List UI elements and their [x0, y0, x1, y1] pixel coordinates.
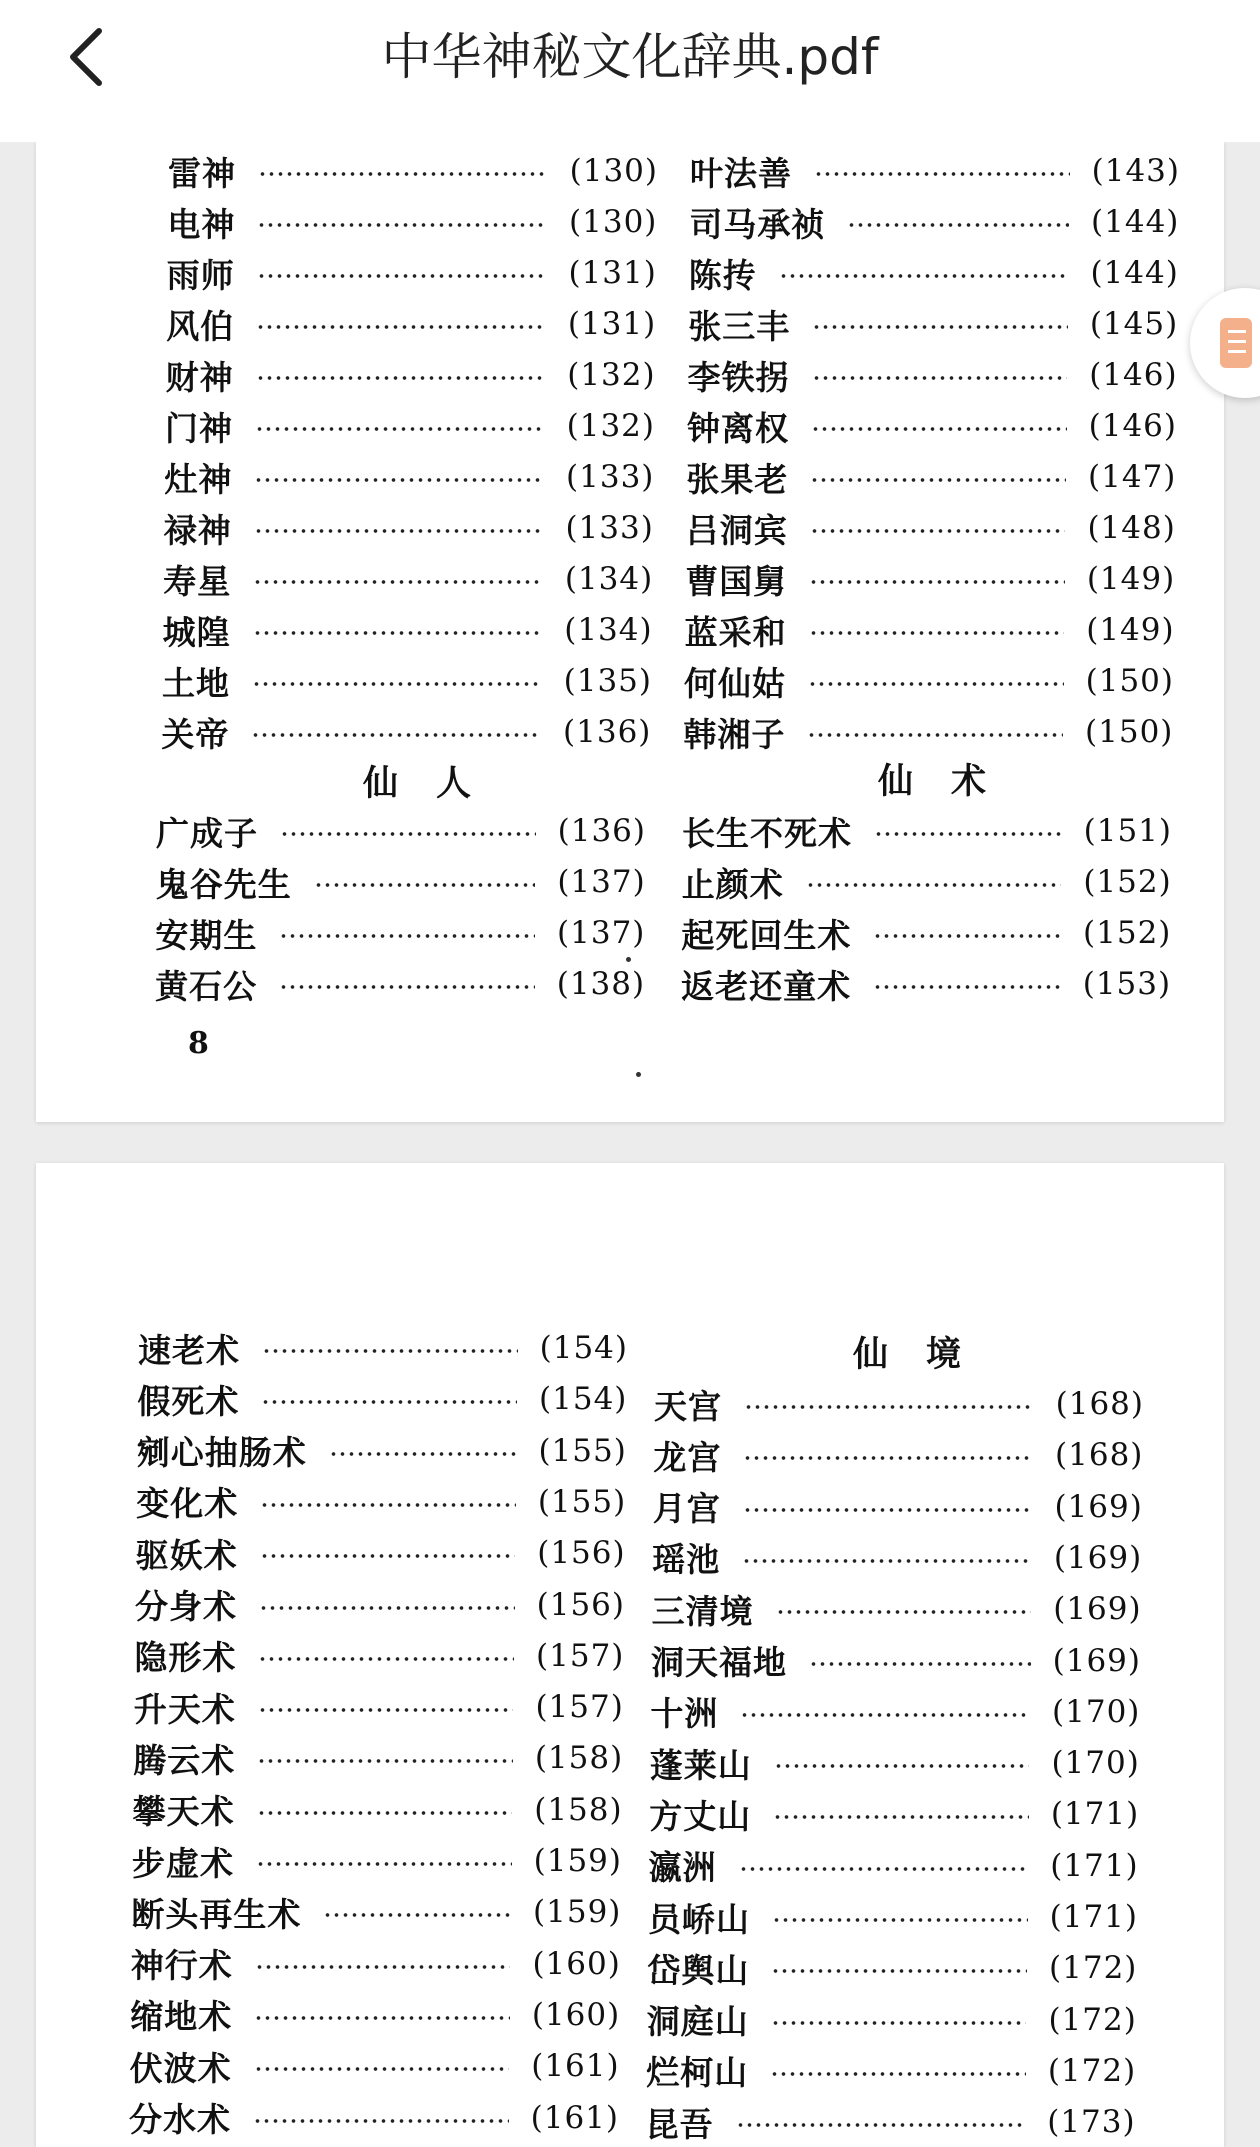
toc-entry	[136, 1477, 626, 1527]
toc-entry	[137, 1374, 627, 1424]
entry-page-number: (144)	[1091, 204, 1180, 240]
entry-page-number: (169)	[1052, 1642, 1141, 1679]
entry-title: 蓝采和	[684, 612, 787, 652]
toc-entry	[162, 656, 652, 706]
dot-leader	[873, 934, 1061, 938]
dot-leader	[253, 580, 543, 584]
toc-entry	[166, 350, 656, 400]
toc-entry	[686, 452, 1176, 502]
entry-title: 何仙姑	[684, 663, 786, 703]
entry-page-number: (131)	[568, 255, 657, 291]
toc-entry	[130, 2041, 620, 2091]
toc-entry	[683, 707, 1173, 757]
entry-title: 分水术	[129, 2100, 231, 2139]
dot-leader	[809, 1662, 1031, 1666]
dot-leader	[774, 1764, 1030, 1768]
dot-leader	[739, 1867, 1029, 1871]
toc-entry	[167, 197, 657, 247]
dot-leader	[258, 1657, 514, 1661]
dot-leader	[254, 529, 544, 533]
entry-page-number: (170)	[1052, 1693, 1141, 1730]
dot-leader	[257, 1759, 513, 1763]
entry-title: 禄神	[163, 510, 232, 550]
entry-title: 曹国舅	[685, 561, 788, 601]
entry-title: 缩地术	[130, 1997, 233, 2037]
dot-leader	[255, 427, 545, 431]
toc-entry	[649, 1841, 1139, 1891]
entry-title: 神行术	[130, 1946, 233, 1986]
dot-leader	[773, 1815, 1029, 1819]
entry-page-number: (169)	[1053, 1591, 1142, 1628]
entry-title: 灶神	[164, 459, 233, 499]
toc-entry	[133, 1785, 623, 1835]
entry-title: 断头再生术	[131, 1894, 302, 1934]
toc-entry	[156, 806, 646, 856]
entry-page-number: (153)	[1082, 966, 1172, 1002]
toc-entry	[687, 401, 1177, 451]
entry-title: 洞庭山	[646, 2002, 749, 2042]
entry-title: 腾云术	[133, 1740, 236, 1780]
dot-leader	[772, 1918, 1028, 1922]
entry-page-number: (158)	[534, 1791, 623, 1828]
entry-page-number: (160)	[532, 1945, 621, 1982]
entry-page-number: (136)	[557, 813, 646, 849]
entry-page-number: (143)	[1091, 153, 1180, 189]
entry-page-number: (170)	[1051, 1745, 1140, 1782]
entry-title: 月宫	[652, 1489, 721, 1529]
dot-leader	[253, 2119, 509, 2123]
dot-leader	[253, 631, 543, 635]
toc-entry	[163, 605, 653, 655]
entry-page-number: (137)	[557, 864, 646, 900]
entry-page-number: (155)	[537, 1483, 627, 1520]
entry-page-number: (156)	[537, 1535, 626, 1572]
entry-page-number: (137)	[557, 915, 646, 951]
dot-leader	[740, 1713, 1030, 1717]
entry-page-number: (161)	[531, 2048, 620, 2085]
toc-entry	[647, 1943, 1137, 1993]
toc-entry	[648, 1892, 1138, 1942]
dot-leader	[257, 274, 547, 278]
entry-title: 烂柯山	[646, 2053, 749, 2093]
entry-page-number: (156)	[536, 1586, 625, 1623]
toc-entry	[134, 1631, 624, 1681]
list-icon	[1220, 318, 1252, 368]
toc-entry	[156, 857, 646, 907]
toc-entry	[166, 299, 656, 349]
entry-title: 瀛洲	[648, 1848, 717, 1888]
entry-title: 十洲	[650, 1694, 719, 1734]
dot-leader	[252, 682, 542, 686]
toc-entry	[688, 299, 1178, 349]
entry-page-number: (138)	[556, 966, 646, 1002]
entry-page-number: (172)	[1048, 2001, 1137, 2038]
dot-leader	[255, 1965, 511, 1969]
dot-leader	[810, 529, 1066, 533]
toc-entry	[130, 1990, 620, 2040]
document-title: 中华神秘文化辞典.pdf	[381, 28, 879, 86]
entry-title: 风伯	[166, 306, 235, 346]
entry-page-number: (130)	[569, 204, 658, 240]
toc-entry	[685, 605, 1175, 655]
dot-leader	[279, 985, 535, 989]
dot-leader	[251, 733, 541, 737]
entry-title: 门神	[165, 408, 233, 448]
top-bar	[0, 0, 1260, 142]
toc-entry	[132, 1836, 622, 1886]
toc-entry	[652, 1584, 1142, 1634]
entry-title: 陈抟	[688, 255, 757, 295]
dot-leader	[323, 1913, 511, 1917]
toc-entry	[155, 959, 645, 1009]
entry-page-number: (134)	[564, 612, 653, 648]
toc-entry	[681, 908, 1171, 958]
entry-title: 蓬莱山	[649, 1745, 752, 1785]
toc-entry	[685, 554, 1175, 604]
toc-entry	[681, 959, 1171, 1009]
dot-leader	[779, 274, 1069, 278]
entry-title: 李铁拐	[687, 357, 790, 397]
toc-entry	[684, 656, 1174, 706]
toc-entry	[688, 350, 1178, 400]
entry-page-number: (149)	[1086, 612, 1175, 648]
entry-title: 升天术	[133, 1689, 236, 1729]
dot-leader	[743, 1456, 1033, 1460]
dot-leader	[256, 1862, 512, 1866]
back-button[interactable]	[50, 22, 120, 92]
dot-leader	[254, 478, 544, 482]
entry-title: 长生不死术	[682, 813, 852, 853]
toc-entry	[689, 197, 1179, 247]
entry-page-number: (157)	[535, 1689, 624, 1726]
entry-page-number: (172)	[1047, 2052, 1137, 2089]
toc-entry	[682, 806, 1172, 856]
toc-entry	[133, 1733, 623, 1783]
entry-page-number: (133)	[565, 510, 654, 546]
entry-title: 雨师	[166, 255, 235, 295]
entry-page-number: (173)	[1047, 2104, 1136, 2141]
entry-title: 张果老	[686, 459, 789, 499]
entry-title: 司马承祯	[689, 204, 826, 244]
toc-entry	[646, 2097, 1136, 2147]
entry-page-number: (158)	[534, 1740, 624, 1777]
entry-page-number: (144)	[1090, 255, 1179, 291]
entry-page-number: (146)	[1089, 357, 1178, 393]
entry-page-number: (132)	[567, 357, 656, 393]
dot-leader	[743, 1508, 1033, 1512]
entry-page-number: (171)	[1050, 1847, 1139, 1884]
toc-entry	[134, 1682, 624, 1732]
entry-title: 电神	[167, 204, 236, 244]
pdf-page-1	[36, 142, 1224, 1122]
entry-page-number: (152)	[1083, 915, 1172, 951]
entry-title: 瑶池	[652, 1540, 721, 1580]
dot-leader	[808, 682, 1064, 686]
dot-leader	[259, 1606, 515, 1610]
dot-leader	[812, 325, 1068, 329]
dot-leader	[770, 2072, 1026, 2076]
dot-leader	[742, 1559, 1032, 1563]
toc-entry	[690, 146, 1180, 196]
toc-entry	[646, 2046, 1136, 2096]
toc-entry	[686, 503, 1176, 553]
entry-page-number: (155)	[538, 1432, 627, 1469]
entry-page-number: (133)	[566, 459, 655, 495]
entry-title: 天宫	[654, 1386, 722, 1426]
entry-page-number: (151)	[1083, 813, 1172, 849]
entry-title: 变化术	[136, 1484, 239, 1524]
dot-leader	[771, 2021, 1027, 2025]
toc-entry	[135, 1580, 625, 1630]
entry-page-number: (152)	[1083, 864, 1172, 900]
entry-page-number: (130)	[569, 153, 658, 189]
entry-title: 土地	[162, 663, 230, 703]
entry-title: 昆吾	[645, 2104, 714, 2144]
entry-title: 寿星	[163, 561, 232, 601]
toc-entry	[649, 1789, 1139, 1839]
dot-leader	[254, 2067, 510, 2071]
toc-entry	[163, 554, 653, 604]
toc-entry	[168, 146, 658, 196]
entry-title: 黄石公	[155, 966, 258, 1006]
entry-page-number: (159)	[533, 1894, 622, 1931]
dot-leader	[811, 427, 1067, 431]
entry-title: 洞天福地	[651, 1643, 787, 1682]
scan-speck	[636, 1072, 641, 1077]
entry-page-number: (168)	[1055, 1386, 1144, 1422]
entry-page-number: (168)	[1055, 1437, 1144, 1474]
entry-page-number: (160)	[531, 1996, 621, 2033]
entry-title: 攀天术	[132, 1792, 235, 1832]
toc-entry	[651, 1636, 1141, 1686]
toc-entry	[131, 1887, 621, 1937]
entry-page-number: (159)	[533, 1843, 622, 1879]
entry-title: 剜心抽肠术	[136, 1433, 307, 1473]
dot-leader	[809, 580, 1065, 584]
dot-leader	[260, 1554, 516, 1558]
entry-page-number: (172)	[1049, 1950, 1138, 1987]
page-number: 8	[188, 1026, 209, 1061]
entry-title: 雷神	[168, 153, 236, 193]
entry-title: 驱妖术	[135, 1535, 238, 1575]
entry-title: 鬼谷先生	[155, 864, 292, 904]
entry-page-number: (154)	[539, 1381, 628, 1418]
entry-title: 安期生	[155, 915, 258, 955]
entry-page-number: (161)	[530, 2099, 619, 2136]
entry-page-number: (146)	[1088, 408, 1177, 444]
entry-page-number: (169)	[1054, 1488, 1143, 1525]
dot-leader	[806, 883, 1062, 887]
toc-entry	[137, 1426, 627, 1476]
toc-entry	[164, 503, 654, 553]
toc-entry	[653, 1430, 1143, 1480]
dot-leader	[847, 223, 1069, 227]
dot-leader	[258, 172, 548, 176]
dot-leader	[254, 2016, 510, 2020]
dot-leader	[329, 1452, 517, 1456]
dot-leader	[736, 2123, 1026, 2127]
dot-leader	[256, 325, 546, 329]
dot-leader	[257, 223, 547, 227]
entry-title: 分身术	[135, 1587, 237, 1626]
dot-leader	[258, 1708, 514, 1712]
entry-title: 钟离权	[687, 408, 789, 448]
chevron-left-icon	[63, 25, 107, 89]
section-heading: 仙术	[877, 761, 1024, 802]
entry-page-number: (171)	[1050, 1796, 1140, 1833]
entry-title: 步虚术	[132, 1843, 234, 1883]
dot-leader	[262, 1349, 518, 1353]
dot-leader	[814, 172, 1070, 176]
dot-leader	[280, 832, 536, 836]
scan-speck	[626, 957, 631, 962]
entry-title: 城隍	[162, 612, 231, 652]
entry-title: 张三丰	[688, 306, 791, 346]
toc-entry	[165, 401, 655, 451]
entry-title: 财神	[165, 357, 234, 397]
dot-leader	[260, 1503, 516, 1507]
entry-title: 叶法善	[690, 153, 792, 193]
entry-page-number: (135)	[563, 663, 652, 699]
entry-title: 隐形术	[134, 1638, 237, 1678]
toc-entry	[136, 1528, 626, 1578]
entry-page-number: (157)	[536, 1637, 625, 1674]
dot-leader	[809, 631, 1065, 635]
entry-title: 止颜术	[681, 864, 784, 904]
pdf-page-2	[36, 1163, 1224, 2147]
entry-title: 吕洞宾	[685, 510, 788, 550]
dot-leader	[314, 883, 536, 887]
toc-entry	[653, 1482, 1143, 1532]
entry-page-number: (148)	[1087, 510, 1176, 546]
entry-title: 广成子	[156, 813, 258, 853]
entry-title: 韩湘子	[683, 714, 786, 754]
toc-entry	[155, 908, 645, 958]
dot-leader	[807, 733, 1063, 737]
entry-title: 伏波术	[129, 2048, 232, 2088]
entry-page-number: (136)	[563, 714, 652, 750]
entry-page-number: (169)	[1053, 1539, 1143, 1576]
entry-title: 速老术	[138, 1330, 240, 1370]
dot-leader	[812, 376, 1068, 380]
toc-entry	[164, 452, 654, 502]
entry-page-number: (145)	[1089, 306, 1179, 342]
dot-leader	[771, 1969, 1027, 1973]
toc-entry	[167, 248, 657, 298]
toc-entry	[131, 1939, 621, 1989]
toc-entry	[689, 248, 1179, 298]
entry-title: 返老还童术	[681, 966, 852, 1006]
toc-entry	[650, 1687, 1140, 1737]
dot-leader	[810, 478, 1066, 482]
entry-title: 关帝	[161, 714, 230, 754]
dot-leader	[744, 1405, 1034, 1409]
entry-page-number: (171)	[1049, 1899, 1138, 1935]
section-heading: 仙人	[362, 763, 509, 804]
dot-leader	[873, 985, 1061, 989]
entry-page-number: (150)	[1085, 714, 1174, 750]
toc-entry	[647, 1995, 1137, 2045]
entry-title: 岱舆山	[647, 1950, 750, 1990]
entry-page-number: (134)	[564, 561, 654, 597]
entry-title: 员峤山	[648, 1899, 750, 1939]
entry-title: 起死回生术	[681, 915, 852, 955]
toc-entry	[654, 1379, 1144, 1429]
toc-entry	[138, 1323, 628, 1373]
dot-leader	[279, 934, 535, 938]
dot-leader	[256, 376, 546, 380]
entry-page-number: (147)	[1088, 459, 1177, 495]
entry-page-number: (149)	[1086, 561, 1176, 597]
dot-leader	[776, 1610, 1032, 1614]
section-heading: 仙境	[852, 1334, 999, 1375]
dot-leader	[261, 1400, 517, 1404]
entry-title: 龙宫	[653, 1437, 722, 1477]
entry-title: 方丈山	[649, 1796, 752, 1836]
toc-entry	[650, 1738, 1140, 1788]
dot-leader	[257, 1811, 513, 1815]
entry-page-number: (154)	[539, 1330, 628, 1366]
dot-leader	[874, 832, 1062, 836]
entry-page-number: (132)	[566, 408, 655, 444]
toc-entry	[129, 2093, 619, 2143]
entry-page-number: (131)	[567, 306, 657, 342]
toc-entry	[652, 1533, 1142, 1583]
entry-title: 假死术	[137, 1381, 240, 1421]
entry-page-number: (150)	[1085, 663, 1174, 699]
toc-entry	[682, 857, 1172, 907]
entry-title: 三清境	[651, 1591, 754, 1631]
toc-entry	[161, 707, 651, 757]
